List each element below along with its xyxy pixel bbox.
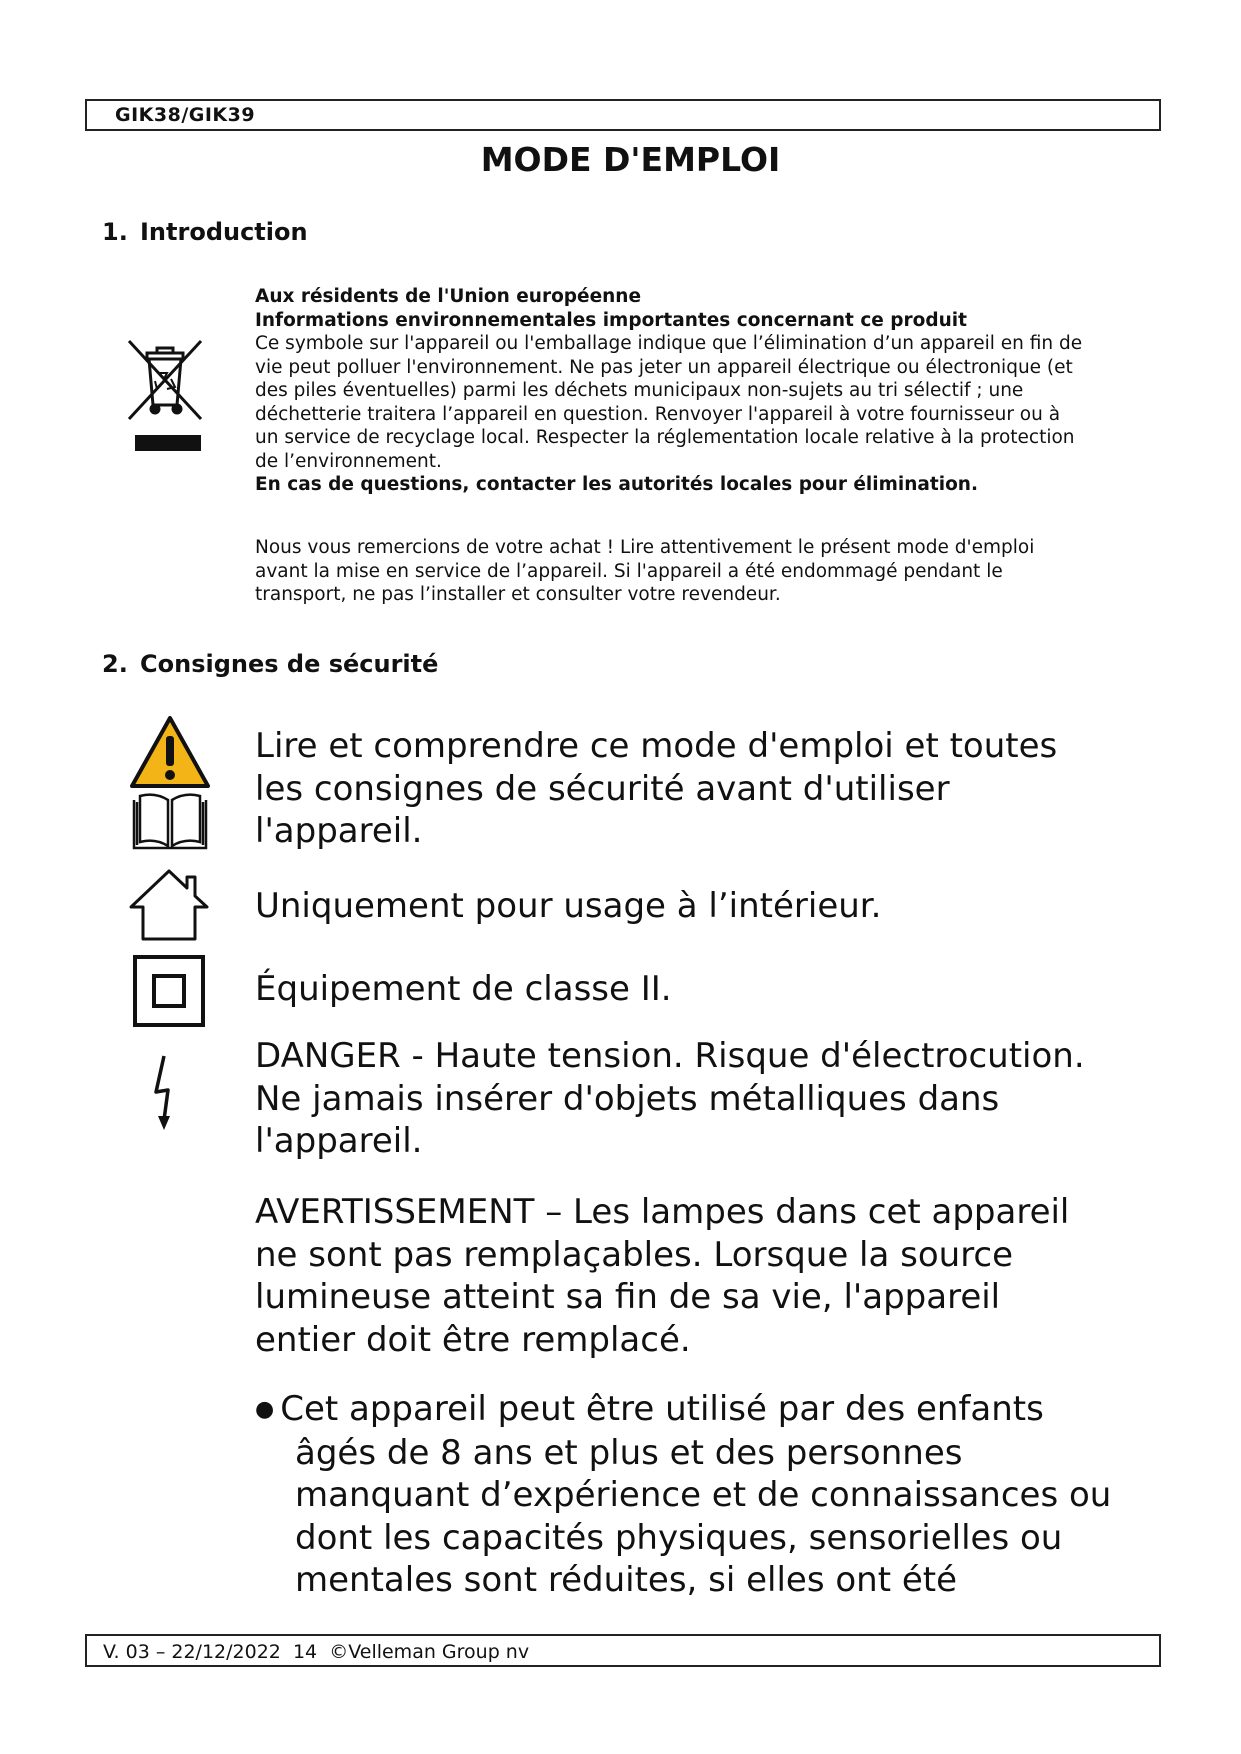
indoor-text — [255, 885, 1155, 928]
header-box — [85, 99, 1161, 131]
bullet-dot: ● — [255, 1397, 275, 1423]
section-heading-safety — [102, 650, 438, 678]
thanks-line: transport, ne pas l’installer et consulter votre revendeur. — [255, 584, 781, 605]
warning-triangle-icon — [128, 714, 212, 790]
thanks-block — [255, 536, 1135, 607]
weee-crossed-bin-icon — [125, 335, 205, 457]
thanks-line: avant la mise en service de l’appareil. Si l'appareil a été endommagé pendant le — [255, 560, 1003, 582]
footer-text: V. 03 – 22/12/2022 14 ©Velleman Group nv — [103, 1641, 530, 1663]
warning-line: ne sont pas remplaçables. Lorsque la source — [255, 1234, 1014, 1275]
section-title: Introduction — [140, 218, 308, 246]
section-heading-introduction — [102, 218, 308, 246]
section-number: 1. — [102, 218, 128, 246]
danger-text — [255, 1035, 1155, 1163]
env-line: de l’environnement. — [255, 450, 442, 472]
section1-env-block — [255, 285, 1135, 497]
footer-box — [85, 1634, 1161, 1667]
children-line: manquant d’expérience et de connaissances ou — [295, 1475, 1112, 1516]
env-line: des piles éventuelles) parmi les déchets municipaux non-sujets au tri sélectif ; une — [255, 380, 1024, 401]
danger-line: l'appareil. — [255, 1121, 423, 1161]
class-ii-double-square-icon — [132, 954, 206, 1028]
contact-line: En cas de questions, contacter les autorités locales pour élimination. — [255, 474, 978, 495]
read-manual-book-icon — [130, 790, 210, 852]
danger-line: DANGER - Haute tension. Risque d'électrocution. — [255, 1036, 1085, 1076]
warning-line: entier doit être remplacé. — [255, 1319, 691, 1360]
env-heading: Informations environnementales importantes concernant ce produit — [255, 309, 967, 331]
children-line: âgés de 8 ans et plus et des personnes — [295, 1432, 963, 1473]
eu-heading: Aux résidents de l'Union européenne — [255, 286, 642, 307]
read-line: l'appareil. — [255, 811, 423, 851]
env-line: Ce symbole sur l'appareil ou l'emballage indique que l’élimination d’un appareil en fin de — [255, 333, 1083, 354]
read-line: Lire et comprendre ce mode d'emploi et toutes — [255, 726, 1058, 766]
warning-line: AVERTISSEMENT – Les lampes dans cet appareil — [255, 1192, 1070, 1232]
env-line: un service de recyclage local. Respecter la réglementation locale relative à la protection — [255, 427, 1075, 448]
danger-line: Ne jamais insérer d'objets métalliques dans — [255, 1078, 1000, 1119]
read-line: les consignes de sécurité avant d'utiliser — [255, 768, 950, 809]
high-voltage-lightning-icon — [150, 1054, 186, 1132]
children-line: mentales sont réduites, si elles ont été — [295, 1560, 958, 1601]
section-title: Consignes de sécurité — [140, 650, 439, 678]
read-manual-text — [255, 725, 1155, 853]
warning-line: lumineuse atteint sa fin de sa vie, l'appareil — [255, 1277, 1001, 1317]
model-number: GIK38/GIK39 — [115, 104, 256, 126]
indoor-house-icon — [127, 867, 211, 943]
page-title: MODE D'EMPLOI — [480, 140, 781, 179]
env-line: vie peut polluer l'environnement. Ne pas jeter un appareil électrique ou électronique (et — [255, 356, 1073, 378]
env-line: déchetterie traitera l’appareil en question. Renvoyer l'appareil à votre fournisseur ou à — [255, 403, 1061, 425]
children-line: dont les capacités physiques, sensorielles ou — [295, 1517, 1063, 1558]
class2-line: Équipement de classe II. — [255, 969, 672, 1009]
section-number: 2. — [102, 650, 128, 678]
children-line: Cet appareil peut être utilisé par des enfants — [280, 1389, 1044, 1429]
thanks-line: Nous vous remercions de votre achat ! Lire attentivement le présent mode d'emploi — [255, 537, 1035, 558]
indoor-line: Uniquement pour usage à l’intérieur. — [255, 886, 882, 926]
children-bullet-item — [255, 1388, 1155, 1602]
warning-text — [255, 1191, 1155, 1361]
class2-text — [255, 968, 1155, 1011]
